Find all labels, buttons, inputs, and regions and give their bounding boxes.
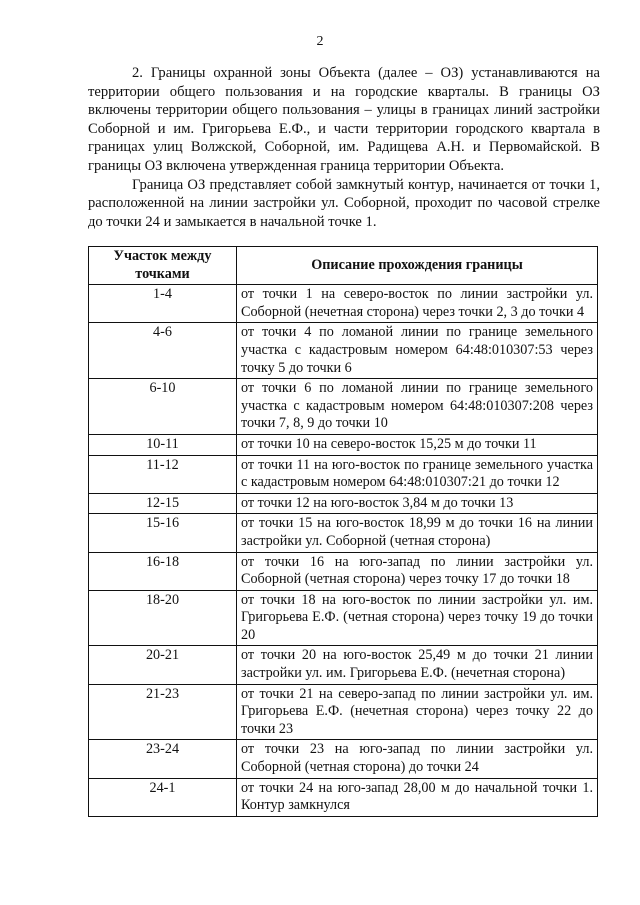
page-number: 2 (316, 34, 324, 49)
table-row (89, 684, 598, 740)
header-description: Описание прохождения границы (237, 247, 598, 285)
table-row (89, 285, 598, 323)
description-cell: от точки 20 на юго-восток 25,49 м до точки 21 линии застройки ул. им. Григорьева Е.Ф. (нечетная сторона) (237, 646, 598, 684)
table-row (89, 455, 598, 493)
body-text (88, 64, 600, 231)
segment-cell: 15-16 (89, 514, 237, 552)
segment-cell: 18-20 (89, 590, 237, 646)
segment-cell: 24-1 (89, 778, 237, 816)
segment-cell: 23-24 (89, 740, 237, 778)
table-row (89, 740, 598, 778)
table-row (89, 379, 598, 435)
segment-cell: 12-15 (89, 493, 237, 514)
table-row (89, 646, 598, 684)
table-row (89, 434, 598, 455)
description-cell: от точки 21 на северо-запад по линии застройки ул. им. Григорьева Е.Ф. (нечетная сторона) через точку 22 до точки 23 (237, 684, 598, 740)
segment-cell: 10-11 (89, 434, 237, 455)
table-row (89, 778, 598, 816)
description-cell: от точки 23 на юго-запад по линии застройки ул. Соборной (четная сторона) до точки 24 (237, 740, 598, 778)
segment-cell: 1-4 (89, 285, 237, 323)
description-cell: от точки 10 на северо-восток 15,25 м до точки 11 (237, 434, 598, 455)
description-cell: от точки 18 на юго-восток по линии застройки ул. им. Григорьева Е.Ф. (четная сторона) через точку 19 до точки 20 (237, 590, 598, 646)
description-cell: от точки 4 по ломаной линии по границе земельного участка с кадастровым номером 64:48:010307:53 через точку 5 до точки 6 (237, 323, 598, 379)
table-row (89, 323, 598, 379)
description-cell: от точки 15 на юго-восток 18,99 м до точки 16 на линии застройки ул. Соборной (четная сторона) (237, 514, 598, 552)
table-row (89, 590, 598, 646)
boundary-table (88, 246, 598, 817)
description-cell: от точки 1 на северо-восток по линии застройки ул. Соборной (нечетная сторона) через точки 2, 3 до точки 4 (237, 285, 598, 323)
segment-cell: 6-10 (89, 379, 237, 435)
segment-cell: 20-21 (89, 646, 237, 684)
table-body (89, 285, 598, 817)
description-cell: от точки 16 на юго-запад по линии застройки ул. Соборной (четная сторона) через точку 17 до точки 18 (237, 552, 598, 590)
table-header-row (89, 247, 598, 285)
table-row (89, 493, 598, 514)
segment-cell: 21-23 (89, 684, 237, 740)
segment-cell: 11-12 (89, 455, 237, 493)
table-row (89, 552, 598, 590)
description-cell: от точки 11 на юго-восток по границе земельного участка с кадастровым номером 64:48:010307:21 до точки 12 (237, 455, 598, 493)
segment-cell: 16-18 (89, 552, 237, 590)
description-cell: от точки 12 на юго-восток 3,84 м до точки 13 (237, 493, 598, 514)
description-cell: от точки 24 на юго-запад 28,00 м до начальной точки 1. Контур замкнулся (237, 778, 598, 816)
table-row (89, 514, 598, 552)
paragraph-zone-boundaries: 2. Границы охранной зоны Объекта (далее – ОЗ) устанавливаются на территории общего пользования и на городские кварталы. В границы ОЗ включены территории общего пользования – улицы в границах линий застройки Соборной и им. Григорьева Е.Ф., и части территории городского квартала в границах улиц Волжской, Соборной, им. Радищева А.Н. и Первомайской. В границы ОЗ включена утвержденная граница территории Объекта. (88, 65, 600, 174)
segment-cell: 4-6 (89, 323, 237, 379)
description-cell: от точки 6 по ломаной линии по границе земельного участка с кадастровым номером 64:48:010307:208 через точки 7, 8, 9 до точки 10 (237, 379, 598, 435)
header-segment: Участок между точками (89, 247, 237, 285)
paragraph-contour-description: Граница ОЗ представляет собой замкнутый контур, начинается от точки 1, расположенной на линии застройки ул. Соборной, проходит по часовой стрелке до точки 24 и замыкается в начальной точке 1. (88, 176, 600, 230)
